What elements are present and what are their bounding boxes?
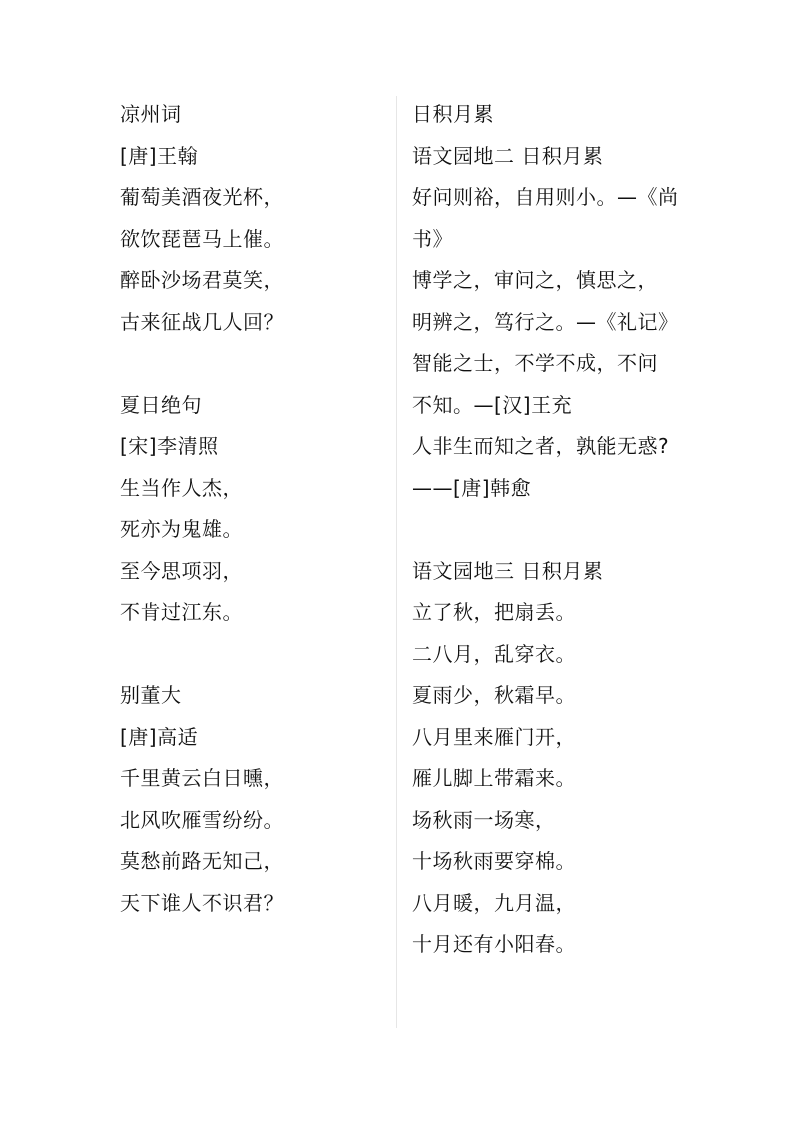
proverb-line: 立了秋，把扇丢。: [412, 600, 576, 624]
poem-line: 天下谁人不识君？: [120, 890, 284, 915]
proverb-line: 场秋雨一场寒，: [412, 807, 556, 832]
proverb-line: 十月还有小阳春。: [412, 932, 576, 956]
poem-author: [唐]王翰: [120, 143, 199, 168]
column-divider: [396, 96, 397, 1028]
quote-line: 好问则裕，自用则小。—《尚: [412, 185, 679, 209]
proverb-line: 十场秋雨要穿棉。: [412, 849, 576, 873]
poem-line: 至今思项羽，: [120, 558, 243, 583]
quote-line: 人非生而知之者，孰能无惑?: [412, 434, 670, 458]
poem-title: 凉州词: [120, 102, 182, 126]
poem-line: 生当作人杰，: [120, 475, 243, 500]
poem-line: 古来征战几人回？: [120, 309, 284, 334]
quote-line: 明辨之，笃行之。—《礼记》: [412, 309, 679, 334]
left-column: [120, 94, 382, 924]
quote-line: 博学之，审问之，慎思之，: [412, 268, 658, 292]
section-heading: 日积月累: [412, 102, 494, 126]
proverb-line: 八月暖，九月温，: [412, 890, 576, 915]
poem-line: 莫愁前路无知己，: [120, 849, 284, 873]
poem-line: 醉卧沙场君莫笑，: [120, 268, 284, 292]
spacer: [120, 343, 382, 385]
poem-line: 千里黄云白日曛，: [120, 766, 284, 790]
proverb-line: 雁儿脚上带霜来。: [412, 766, 576, 790]
poem-author: [宋]李清照: [120, 434, 219, 458]
quote-line: 书》: [412, 226, 453, 251]
poem-title: 夏日绝句: [120, 392, 202, 417]
spacer: [412, 509, 682, 551]
poem-line: 不肯过江东。: [120, 600, 243, 624]
poem-line: 北风吹雁雪纷纷。: [120, 807, 284, 832]
proverb-line: 夏雨少，秋霜早。: [412, 683, 576, 707]
poem-line: 欲饮琵琶马上催。: [120, 226, 284, 251]
right-column: [412, 94, 682, 966]
poem-author: [唐]高适: [120, 724, 199, 749]
quote-line: 智能之士，不学不成，不问: [412, 351, 658, 375]
section-title: 语文园地二 日积月累: [412, 143, 604, 168]
poem-line: 葡萄美酒夜光杯，: [120, 185, 284, 209]
proverb-line: 八月里来雁门开，: [412, 724, 576, 749]
poem-title: 别董大: [120, 683, 182, 707]
spacer: [120, 634, 382, 676]
quote-line: ——[唐]韩愈: [412, 475, 532, 500]
proverb-line: 二八月，乱穿衣。: [412, 641, 576, 666]
section-title: 语文园地三 日积月累: [412, 558, 604, 583]
poem-line: 死亦为鬼雄。: [120, 517, 243, 541]
quote-line: 不知。—[汉]王充: [412, 392, 573, 417]
